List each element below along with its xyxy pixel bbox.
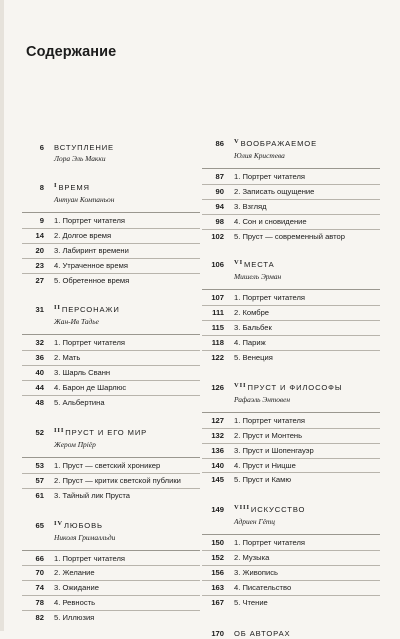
item-page-number: 9 — [39, 216, 44, 225]
item-body — [234, 568, 380, 577]
item-page-number: 98 — [215, 216, 224, 226]
item-body — [234, 416, 380, 425]
item-title: 4. Париж — [234, 338, 266, 348]
item-page-number: 156 — [211, 568, 224, 578]
toc-section — [22, 181, 200, 205]
section-body — [234, 260, 380, 282]
section-body — [234, 383, 380, 405]
section-title-text: ПРУСТ И ЕГО МИР — [65, 427, 148, 437]
item-title: 3. Шарль Сванн — [54, 368, 111, 378]
item-body — [234, 293, 380, 302]
section-roman-numeral: VI — [234, 259, 244, 267]
section-title-text: МЕСТА — [244, 260, 275, 270]
toc-section-end — [202, 627, 380, 639]
section-roman-numeral: IV — [54, 519, 64, 527]
item-page-number: 122 — [211, 353, 224, 363]
item-title: 1. Портрет читателя — [54, 216, 125, 225]
item-page-number: 127 — [211, 415, 224, 425]
item-page-number: 36 — [35, 353, 44, 363]
toc-item[interactable] — [202, 565, 380, 580]
toc-item[interactable] — [22, 258, 200, 273]
toc-item[interactable] — [202, 305, 380, 320]
section-heading[interactable] — [22, 183, 200, 205]
toc-section — [202, 258, 380, 282]
item-page-number: 145 — [211, 475, 224, 485]
item-title: 2. Пруст и Монтень — [234, 430, 303, 440]
toc-item[interactable] — [202, 320, 380, 335]
section-author: Адриен Гётц — [234, 517, 275, 527]
section-author: Лора Эль Макки — [54, 154, 106, 163]
item-page-number: 94 — [215, 201, 224, 211]
item-body — [54, 491, 200, 500]
toc-item[interactable] — [22, 580, 200, 595]
section-heading[interactable] — [22, 521, 200, 543]
section-heading[interactable] — [202, 629, 380, 639]
item-body — [234, 202, 380, 211]
toc-item-list — [22, 212, 200, 287]
toc-item[interactable] — [22, 273, 200, 288]
item-page-number: 107 — [211, 293, 224, 303]
item-page-number: 70 — [35, 568, 44, 578]
section-heading[interactable] — [202, 383, 380, 405]
item-body — [54, 246, 200, 255]
section-title-text: ЛЮБОВЬ — [64, 520, 103, 530]
section-author: Юлия Кристева — [234, 151, 285, 160]
item-body — [54, 583, 200, 592]
item-title: 5. Пруст и Камю — [234, 475, 292, 485]
toc-item[interactable] — [202, 580, 380, 595]
toc-item-list — [202, 412, 380, 487]
section-heading[interactable] — [22, 305, 200, 327]
toc-item[interactable] — [22, 336, 200, 350]
toc-section — [22, 141, 200, 164]
section-heading[interactable] — [202, 139, 380, 161]
section-title — [234, 260, 380, 271]
section-page-number: 126 — [211, 382, 224, 392]
toc-item[interactable] — [22, 473, 200, 488]
toc-item-list — [22, 334, 200, 409]
item-title: 1. Портрет читателя — [234, 172, 305, 181]
item-page-number: 44 — [35, 383, 44, 393]
toc-item[interactable] — [22, 243, 200, 258]
section-title — [234, 139, 380, 150]
toc-item[interactable] — [22, 395, 200, 410]
item-page-number: 14 — [35, 230, 44, 240]
toc-section — [202, 381, 380, 405]
section-body — [54, 183, 200, 205]
item-page-number: 32 — [35, 338, 44, 348]
section-page-number: 6 — [39, 143, 44, 152]
toc-section — [22, 519, 200, 543]
item-page-number: 82 — [35, 613, 44, 623]
toc-item[interactable] — [202, 595, 380, 610]
toc-item[interactable] — [202, 335, 380, 350]
item-title: 5. Альбертина — [54, 398, 105, 408]
item-page-number: 152 — [211, 553, 224, 563]
item-title: 2. Музыка — [234, 553, 270, 563]
toc-item-list — [202, 534, 380, 609]
item-page-number: 90 — [215, 186, 224, 196]
item-page-number: 163 — [211, 583, 224, 593]
section-roman-numeral: II — [54, 304, 61, 312]
item-title: 4. Сон и сновидение — [234, 216, 307, 226]
toc-item[interactable] — [202, 291, 380, 305]
section-page-number: 52 — [35, 427, 44, 437]
item-title: 3. Взгляд — [234, 201, 267, 211]
section-title — [234, 383, 380, 394]
item-page-number: 48 — [35, 398, 44, 408]
toc-item[interactable] — [202, 443, 380, 458]
item-body — [54, 231, 200, 240]
section-author: Мишель Эрман — [234, 272, 282, 282]
item-page-number: 61 — [35, 490, 44, 500]
toc-item[interactable] — [22, 610, 200, 625]
item-title: 2. Желание — [54, 568, 95, 578]
section-title — [54, 305, 200, 316]
toc-item[interactable] — [202, 472, 380, 487]
toc-item[interactable] — [202, 184, 380, 199]
item-body — [234, 232, 380, 241]
toc-item[interactable] — [202, 170, 380, 184]
section-author: Антуан Компаньон — [54, 195, 115, 204]
page-edge — [0, 0, 4, 631]
toc-section — [202, 137, 380, 161]
item-title: 3. Лабиринт времени — [54, 245, 129, 255]
item-title: 1. Пруст — светский хроникер — [54, 460, 161, 470]
section-body — [54, 428, 200, 450]
item-title: 1. Портрет читателя — [234, 538, 305, 548]
item-title: 2. Мать — [54, 353, 81, 363]
section-roman-numeral: VIII — [234, 504, 250, 512]
item-page-number: 140 — [211, 460, 224, 470]
item-title: 1. Портрет читателя — [234, 415, 305, 425]
item-title: 2. Пруст — критик светской публики — [54, 475, 181, 485]
item-title: 3. Тайный лик Пруста — [54, 490, 131, 500]
item-body — [54, 461, 200, 470]
item-body — [234, 353, 380, 362]
item-body — [54, 261, 200, 270]
section-page-number: 31 — [35, 305, 44, 315]
item-page-number: 20 — [35, 245, 44, 255]
section-body — [54, 305, 200, 327]
item-body — [54, 476, 200, 485]
toc-item[interactable] — [202, 458, 380, 473]
section-page-number: 149 — [211, 505, 224, 515]
toc-item[interactable] — [22, 350, 200, 365]
section-title-text: ВСТУПЛЕНИЕ — [54, 143, 115, 152]
item-page-number: 27 — [35, 275, 44, 285]
item-page-number: 57 — [35, 475, 44, 485]
item-body — [234, 583, 380, 592]
section-page-number: 170 — [211, 628, 224, 638]
item-page-number: 132 — [211, 430, 224, 440]
section-roman-numeral: VII — [234, 381, 247, 389]
item-body — [234, 338, 380, 347]
toc-section — [202, 503, 380, 527]
item-page-number: 40 — [35, 368, 44, 378]
section-page-number: 8 — [39, 183, 44, 192]
section-title-text: ВООБРАЖАЕМОЕ — [240, 139, 318, 148]
item-title: 4. Пруст и Ницше — [234, 460, 296, 470]
item-body — [234, 553, 380, 562]
item-body — [54, 276, 200, 285]
toc-item[interactable] — [22, 228, 200, 243]
item-page-number: 74 — [35, 583, 44, 593]
item-body — [54, 353, 200, 362]
item-title: 5. Иллюзия — [54, 613, 95, 623]
toc-item[interactable] — [22, 595, 200, 610]
item-page-number: 111 — [212, 308, 224, 318]
section-heading[interactable] — [202, 260, 380, 282]
section-author: Николя Грималльди — [54, 532, 116, 542]
item-body — [234, 172, 380, 181]
toc-item[interactable] — [202, 414, 380, 428]
section-heading[interactable] — [22, 428, 200, 450]
item-body — [234, 538, 380, 547]
item-title: 2. Записать ощущение — [234, 186, 315, 196]
section-heading[interactable] — [22, 143, 200, 164]
item-title: 3. Пруст и Шопенгауэр — [234, 445, 314, 455]
section-author: Рафаэль Энтовен — [234, 394, 291, 404]
item-title: 3. Ожидание — [54, 583, 99, 593]
item-title: 5. Венеция — [234, 353, 273, 363]
item-body — [234, 446, 380, 455]
item-page-number: 102 — [211, 231, 224, 241]
section-body — [54, 143, 200, 164]
toc-column-right — [202, 138, 380, 639]
toc-item[interactable] — [22, 488, 200, 503]
item-body — [234, 431, 380, 440]
item-title: 4. Писательство — [234, 583, 292, 593]
item-page-number: 78 — [35, 598, 44, 608]
item-title: 5. Чтение — [234, 597, 268, 607]
toc-item[interactable] — [22, 214, 200, 228]
section-roman-numeral: I — [54, 182, 58, 189]
page-title: Содержание — [26, 44, 117, 60]
section-title-text: ВРЕМЯ — [58, 183, 90, 192]
section-body — [54, 521, 200, 543]
item-body — [54, 598, 200, 607]
toc-section — [22, 426, 200, 450]
item-title: 3. Живопись — [234, 568, 278, 578]
item-page-number: 23 — [35, 260, 44, 270]
item-body — [54, 554, 200, 563]
item-title: 4. Утраченное время — [54, 260, 128, 270]
item-title: 1. Портрет читателя — [54, 553, 125, 563]
section-title-text: ПРУСТ И ФИЛОСОФЫ — [247, 382, 343, 392]
toc-item-list — [202, 168, 380, 243]
item-title: 4. Барон де Шарлюс — [54, 383, 127, 393]
toc-item[interactable] — [202, 229, 380, 244]
section-author: Жан-Ив Тадье — [54, 317, 99, 327]
section-title — [54, 143, 200, 153]
item-title: 4. Ревность — [54, 598, 96, 608]
item-body — [54, 383, 200, 392]
item-body — [54, 613, 200, 622]
item-title: 2. Комбре — [234, 308, 270, 318]
section-title — [54, 521, 200, 532]
item-body — [234, 187, 380, 196]
toc-item[interactable] — [22, 380, 200, 395]
toc-section — [22, 303, 200, 327]
item-body — [234, 308, 380, 317]
section-title-text: ПЕРСОНАЖИ — [61, 305, 120, 315]
item-title: 3. Бальбек — [234, 323, 272, 333]
item-page-number: 136 — [211, 445, 224, 455]
section-title-text: ОБ АВТОРАХ — [234, 628, 291, 638]
section-page-number: 86 — [215, 139, 224, 148]
item-title: 1. Портрет читателя — [54, 338, 125, 348]
section-title-text: ИСКУССТВО — [250, 505, 306, 515]
section-author: Жером Прiёр — [54, 439, 96, 449]
item-body — [54, 338, 200, 347]
item-title: 5. Обретенное время — [54, 275, 130, 285]
section-roman-numeral: V — [234, 138, 240, 145]
toc-item-list — [22, 457, 200, 503]
toc-item[interactable] — [202, 428, 380, 443]
toc-item[interactable] — [22, 552, 200, 566]
section-roman-numeral: III — [54, 426, 65, 434]
toc-column-left — [22, 141, 200, 625]
item-title: 1. Портрет читателя — [234, 293, 305, 303]
item-page-number: 87 — [215, 172, 224, 181]
toc-item[interactable] — [202, 214, 380, 229]
section-title — [54, 428, 200, 439]
item-body — [54, 568, 200, 577]
item-body — [54, 398, 200, 407]
toc-item-list — [22, 550, 200, 625]
toc-item[interactable] — [202, 550, 380, 565]
section-page-number: 106 — [211, 260, 224, 270]
item-body — [234, 217, 380, 226]
section-title — [234, 505, 380, 516]
item-page-number: 53 — [35, 460, 44, 470]
toc-item[interactable] — [202, 536, 380, 550]
toc-item-list — [202, 289, 380, 364]
toc-item[interactable] — [22, 459, 200, 473]
item-body — [234, 598, 380, 607]
item-body — [234, 475, 380, 484]
toc-item[interactable] — [22, 565, 200, 580]
section-heading[interactable] — [202, 505, 380, 527]
item-body — [54, 216, 200, 225]
item-page-number: 150 — [211, 538, 224, 548]
item-page-number: 118 — [211, 338, 224, 348]
section-body — [234, 139, 380, 161]
item-body — [234, 323, 380, 332]
toc-item[interactable] — [202, 199, 380, 214]
toc-item[interactable] — [202, 350, 380, 365]
item-body — [54, 368, 200, 377]
item-title: 2. Долгое время — [54, 230, 112, 240]
item-body — [234, 461, 380, 470]
item-page-number: 115 — [211, 323, 224, 333]
item-page-number: 167 — [211, 597, 224, 607]
section-body — [234, 629, 380, 639]
item-title: 5. Пруст — современный автор — [234, 231, 345, 241]
section-page-number: 65 — [35, 520, 44, 530]
section-title — [54, 183, 200, 194]
item-page-number: 66 — [35, 553, 44, 563]
section-body — [234, 505, 380, 527]
toc-item[interactable] — [22, 365, 200, 380]
